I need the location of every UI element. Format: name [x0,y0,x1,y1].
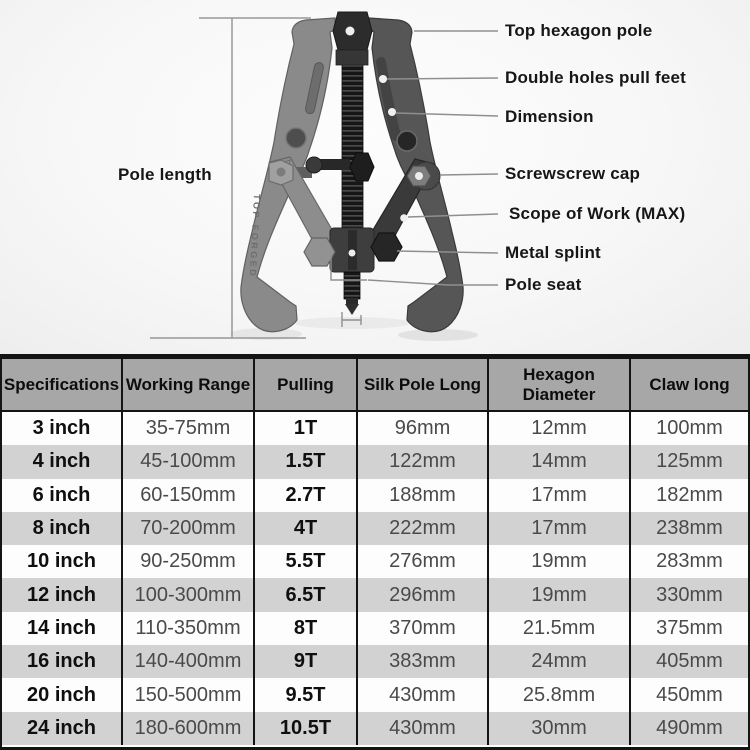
spec-table-row [2,712,748,745]
table-cell: 19mm [489,545,631,578]
spec-table-row [2,612,748,645]
arm-engraving: TOP FORGED [247,193,262,279]
table-cell: 490mm [656,716,723,739]
table-cell: 238mm [656,517,723,540]
label-metal-splint: Metal splint [505,243,601,262]
table-cell: 8T [255,612,358,645]
table-cell: 140-400mm [123,645,255,678]
spec-table-row [2,545,748,578]
table-cell: 17mm [489,512,631,545]
table-cell: 430mm [358,678,489,711]
table-cell: 2.7T [255,479,358,512]
table-cell: 122mm [358,445,489,478]
center-screw [333,12,372,234]
table-cell: 8 inch [2,512,123,545]
table-cell: 6.5T [255,578,358,611]
table-cell: 1.5T [255,445,358,478]
table-cell: 9T [255,645,358,678]
table-cell: 5.5T [255,545,358,578]
spec-table-row [2,445,748,478]
label-screwscrew-cap: Screwscrew cap [505,164,641,183]
table-cell: 24 inch [2,712,123,745]
table-cell: 182mm [656,483,723,506]
screw-tip [344,272,360,315]
table-cell: 100-300mm [123,578,255,611]
spec-table-body [2,412,748,745]
header-pulling: Pulling [255,359,358,410]
spec-table-row [2,678,748,711]
table-cell: 45-100mm [123,445,255,478]
label-pole-length: Pole length [118,165,212,184]
puller-diagram-area [0,0,750,354]
table-cell: 90-250mm [123,545,255,578]
table-cell: 21.5mm [489,612,631,645]
table-cell: 110-350mm [123,612,255,645]
table-cell: 383mm [358,645,489,678]
table-cell: 9.5T [255,678,358,711]
table-cell: 450mm [656,683,723,706]
table-cell: 430mm [358,712,489,745]
table-cell: 14mm [489,445,631,478]
table-cell: 3 inch [2,412,123,445]
table-cell: 6 inch [2,479,123,512]
table-cell: 10 inch [2,545,123,578]
table-cell: 4T [255,512,358,545]
table-cell: 70-200mm [123,512,255,545]
table-cell: 1T [255,412,358,445]
label-pole-seat: Pole seat [505,275,582,294]
header-working-range: Working Range [123,359,255,410]
table-cell: 35-75mm [123,412,255,445]
table-cell: 276mm [358,545,489,578]
table-cell: 12mm [489,412,631,445]
table-cell: 30mm [489,712,631,745]
header-silk-pole-long: Silk Pole Long [358,359,489,410]
header-specifications: Specifications [2,359,123,410]
table-cell: 19mm [489,578,631,611]
header-hexagon-diameter: Hexagon Diameter [489,359,631,410]
table-cell: 375mm [656,616,723,639]
table-cell: 188mm [358,479,489,512]
spec-table-row [2,512,748,545]
table-cell: 296mm [358,578,489,611]
table-cell: 150-500mm [123,678,255,711]
header-claw-long: Claw long [649,374,730,394]
table-cell: 16 inch [2,645,123,678]
table-cell: 222mm [358,512,489,545]
table-cell: 405mm [656,650,723,673]
table-cell: 370mm [358,612,489,645]
table-cell: 100mm [656,417,723,440]
table-cell: 283mm [656,550,723,573]
table-cell: 96mm [358,412,489,445]
spec-table-row [2,645,748,678]
spec-table-row [2,412,748,445]
label-scope-of-work: Scope of Work (MAX) [509,204,686,223]
spec-table-row [2,578,748,611]
table-cell: 4 inch [2,445,123,478]
table-cell: 24mm [489,645,631,678]
spec-table [0,359,750,747]
table-cell: 10.5T [255,712,358,745]
table-cell: 20 inch [2,678,123,711]
cross-pin [306,153,374,181]
table-cell: 17mm [489,479,631,512]
spec-table-row [2,479,748,512]
table-cell: 14 inch [2,612,123,645]
table-cell: 60-150mm [123,479,255,512]
label-double-holes-pull-feet: Double holes pull feet [505,68,687,87]
table-cell: 125mm [656,450,723,473]
table-cell: 180-600mm [123,712,255,745]
label-dimension: Dimension [505,107,594,126]
spec-table-header-row [2,359,748,412]
table-cell: 25.8mm [489,678,631,711]
table-cell: 12 inch [2,578,123,611]
table-cell: 330mm [656,583,723,606]
label-top-hexagon-pole: Top hexagon pole [505,21,653,40]
